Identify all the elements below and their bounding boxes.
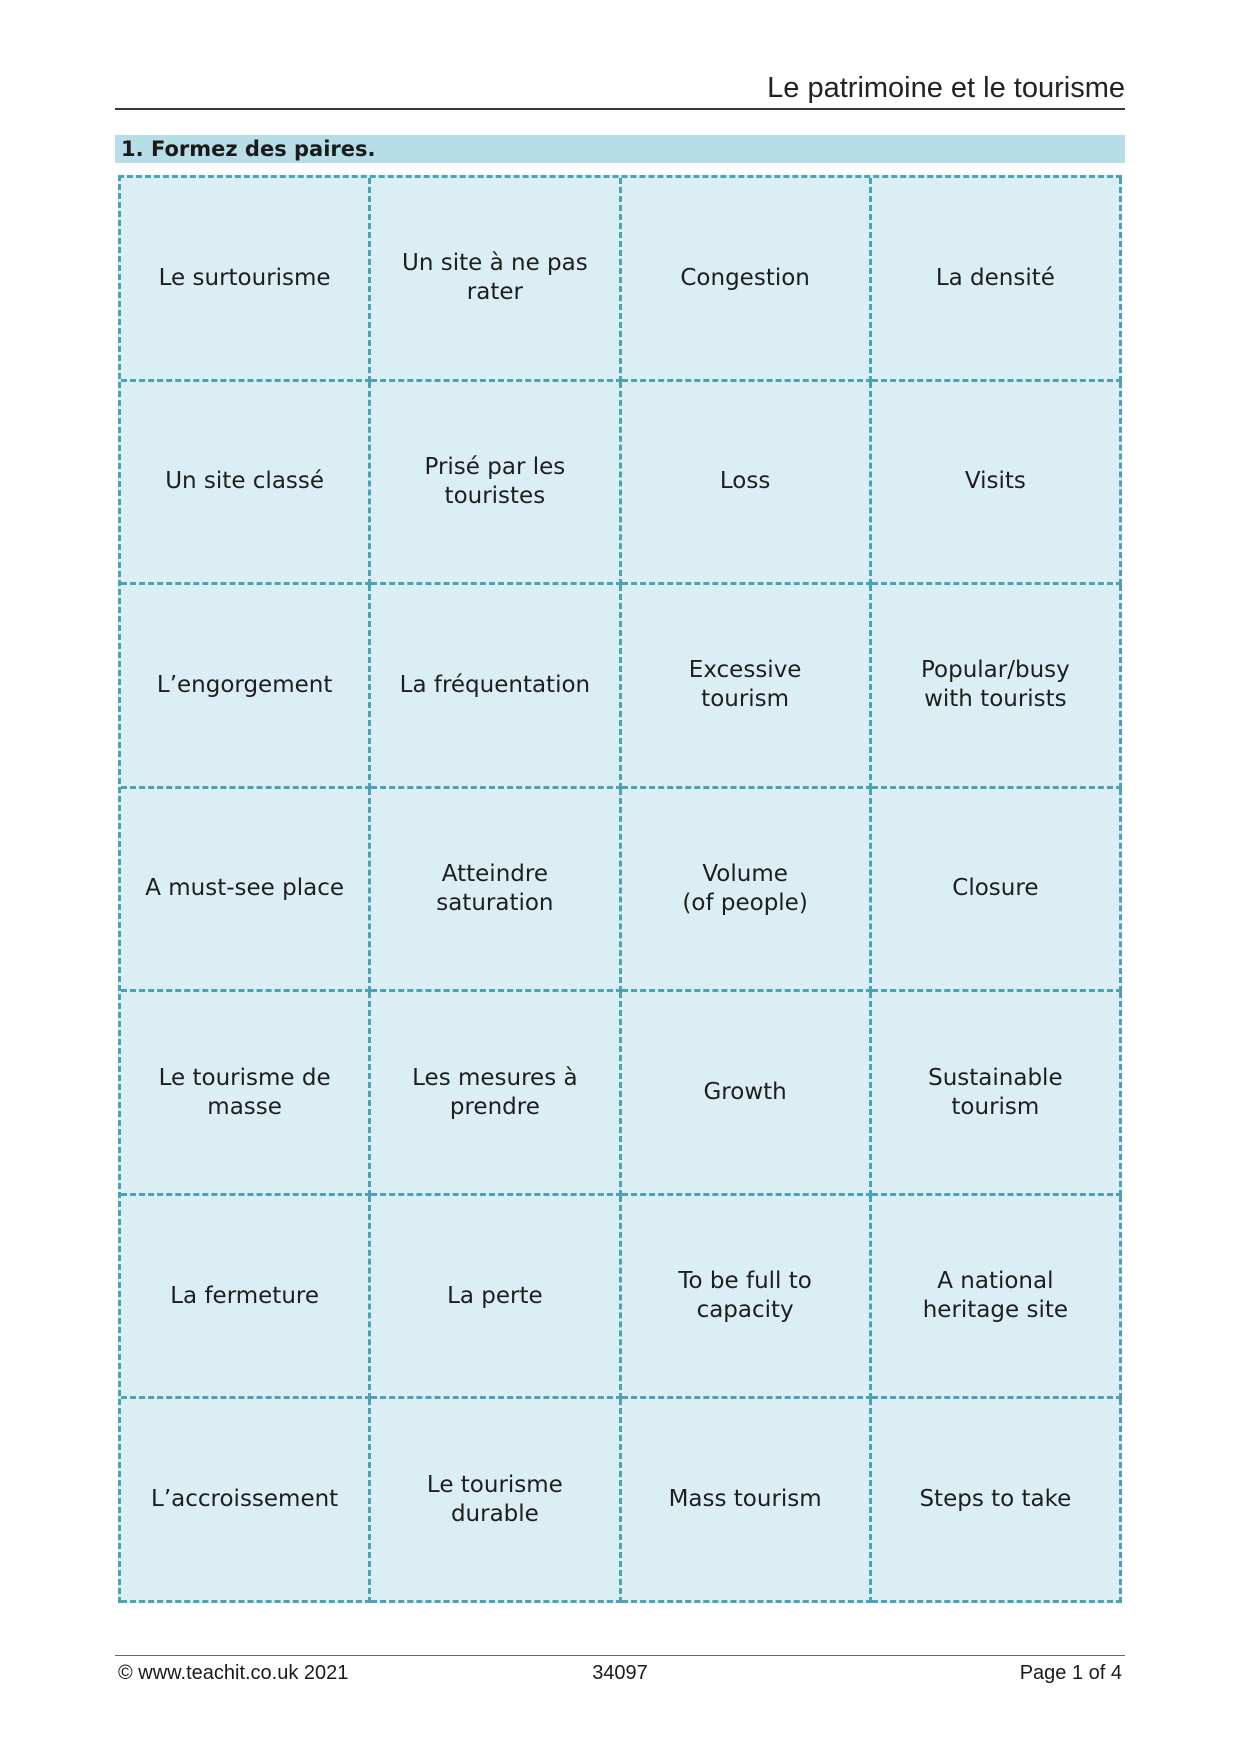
card[interactable] [371,178,621,382]
card-text: Popular/busy with tourists [920,657,1070,713]
card-text: Le tourisme durable [426,1471,563,1527]
card[interactable] [622,1399,872,1603]
card-text: Volume (of people) [682,860,808,916]
card-text: Closure [952,875,1039,902]
footer-divider [115,1655,1125,1656]
card[interactable] [371,382,621,586]
card[interactable] [872,1196,1122,1400]
card-text: Steps to take [919,1486,1072,1513]
card[interactable] [121,1399,371,1603]
card-text: To be full to capacity [678,1268,812,1324]
card[interactable] [121,178,371,382]
card[interactable] [371,585,621,789]
page-title: Le patrimoine et le tourisme [767,72,1125,104]
card-text: Les mesures à prendre [412,1064,578,1120]
card[interactable] [121,992,371,1196]
card-text: La perte [447,1282,543,1309]
card[interactable] [622,382,872,586]
card[interactable] [371,789,621,993]
card-text: A national heritage site [922,1268,1069,1324]
card-text: Un site classé [165,468,325,495]
card[interactable] [622,1196,872,1400]
card[interactable] [371,1196,621,1400]
card[interactable] [872,992,1122,1196]
card-text: La fréquentation [399,671,591,698]
card-text: Excessive tourism [688,657,802,713]
footer-code: 34097 [592,1662,648,1684]
card-text: Visits [964,468,1026,495]
instruction-bar [115,135,1125,163]
card-text: Atteindre saturation [436,860,554,916]
card[interactable] [872,382,1122,586]
card[interactable] [872,585,1122,789]
card[interactable] [872,1399,1122,1603]
card-text: Mass tourism [668,1486,822,1513]
card-grid [118,175,1122,1603]
card-text: La densité [935,264,1055,291]
card[interactable] [872,789,1122,993]
instruction-text: Formez des paires. [151,137,376,161]
card[interactable] [872,178,1122,382]
card[interactable] [622,789,872,993]
card[interactable] [371,1399,621,1603]
card-text: Le tourisme de masse [158,1064,331,1120]
footer-copyright: © www.teachit.co.uk 2021 [118,1662,349,1684]
footer [115,1660,1125,1686]
card[interactable] [622,585,872,789]
card-text: Prisé par les touristes [424,453,566,509]
card-text: Le surtourisme [158,264,331,291]
card-text: Growth [703,1079,787,1106]
card-text: Loss [719,468,771,495]
card[interactable] [371,992,621,1196]
title-divider [115,108,1125,110]
card-text: L’engorgement [156,671,333,698]
card-text: A must-see place [145,875,345,902]
card-text: L’accroissement [151,1486,339,1513]
instruction-number: 1. [121,137,144,161]
card[interactable] [622,992,872,1196]
card[interactable] [121,1196,371,1400]
card[interactable] [121,789,371,993]
card-text: La fermeture [170,1282,320,1309]
card-text: Un site à ne pas rater [402,250,588,306]
card[interactable] [121,382,371,586]
card-text: Congestion [680,264,810,291]
card-text: Sustainable tourism [928,1064,1063,1120]
footer-page-number: Page 1 of 4 [1019,1662,1122,1684]
card[interactable] [121,585,371,789]
card[interactable] [622,178,872,382]
